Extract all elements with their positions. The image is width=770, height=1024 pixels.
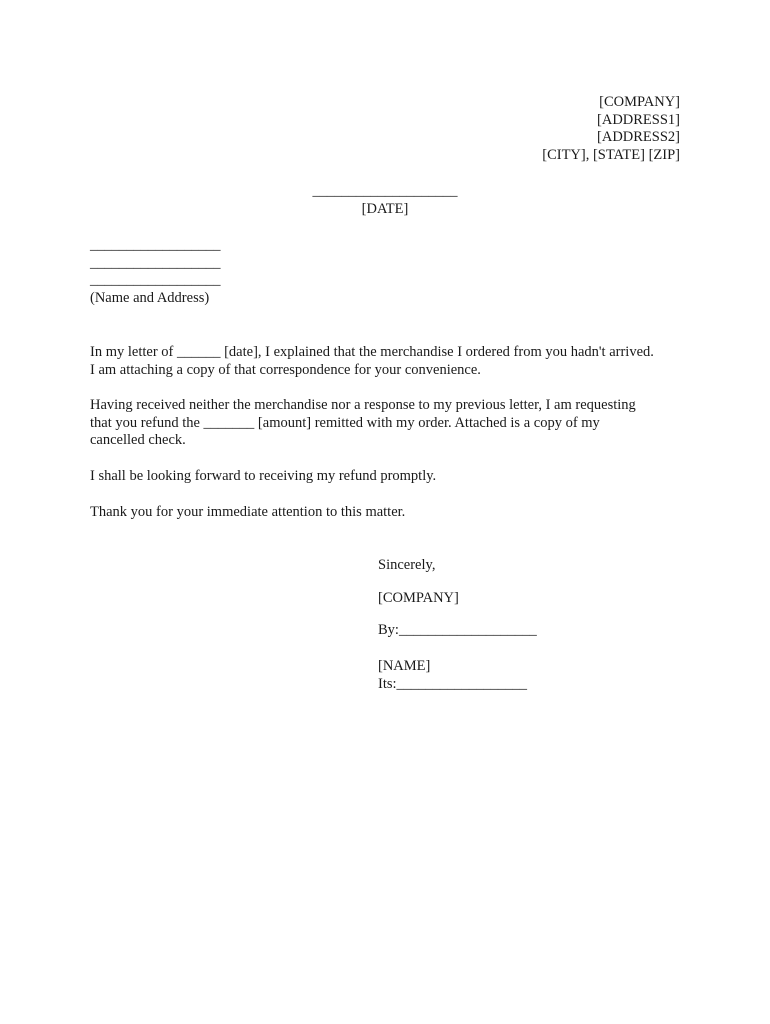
closing-signature-by — [378, 622, 537, 640]
sender-address-block — [542, 94, 680, 165]
date-block — [0, 183, 770, 218]
sender-address2: [ADDRESS2] — [597, 129, 680, 146]
body-line: cancelled check. — [90, 432, 186, 449]
body-line: Thank you for your immediate attention to this matter. — [90, 504, 406, 520]
body-paragraph-3 — [90, 468, 690, 486]
signatory-title-line: Its:__________________ — [378, 675, 528, 692]
signatory-name: [NAME] — [378, 658, 431, 674]
body-line: I am attaching a copy of that correspondence for your convenience. — [90, 361, 481, 378]
body-line: that you refund the _______ [amount] remitted with my order. Attached is a copy of my — [90, 414, 600, 431]
signature-by-line: By:___________________ — [378, 622, 537, 638]
body-line: I shall be looking forward to receiving my refund promptly. — [90, 468, 437, 484]
sender-address1: [ADDRESS1] — [597, 111, 680, 128]
recipient-blank-line: __________________ — [90, 237, 221, 253]
body-paragraph-1 — [90, 344, 690, 379]
body-line: Having received neither the merchandise nor a response to my previous letter, I am requesting — [90, 397, 636, 413]
sender-company: [COMPANY] — [599, 94, 680, 110]
sender-city-state-zip: [CITY], [STATE] [ZIP] — [542, 147, 680, 164]
body-paragraph-2 — [90, 397, 690, 450]
recipient-blank-line: __________________ — [90, 272, 221, 289]
recipient-address-block — [90, 237, 221, 308]
closing-salutation — [378, 557, 435, 575]
closing-signatory — [378, 658, 527, 693]
recipient-caption: (Name and Address) — [90, 290, 210, 307]
body-line: In my letter of ______ [date], I explained that the merchandise I ordered from you hadn't arrived. — [90, 344, 654, 360]
date-label: [DATE] — [361, 200, 409, 217]
closing-company — [378, 590, 459, 608]
date-blank-line: ____________________ — [312, 183, 458, 199]
closing-company-text: [COMPANY] — [378, 590, 459, 606]
body-paragraph-4 — [90, 504, 690, 522]
recipient-blank-line: __________________ — [90, 254, 221, 271]
salutation-text: Sincerely, — [378, 557, 436, 573]
